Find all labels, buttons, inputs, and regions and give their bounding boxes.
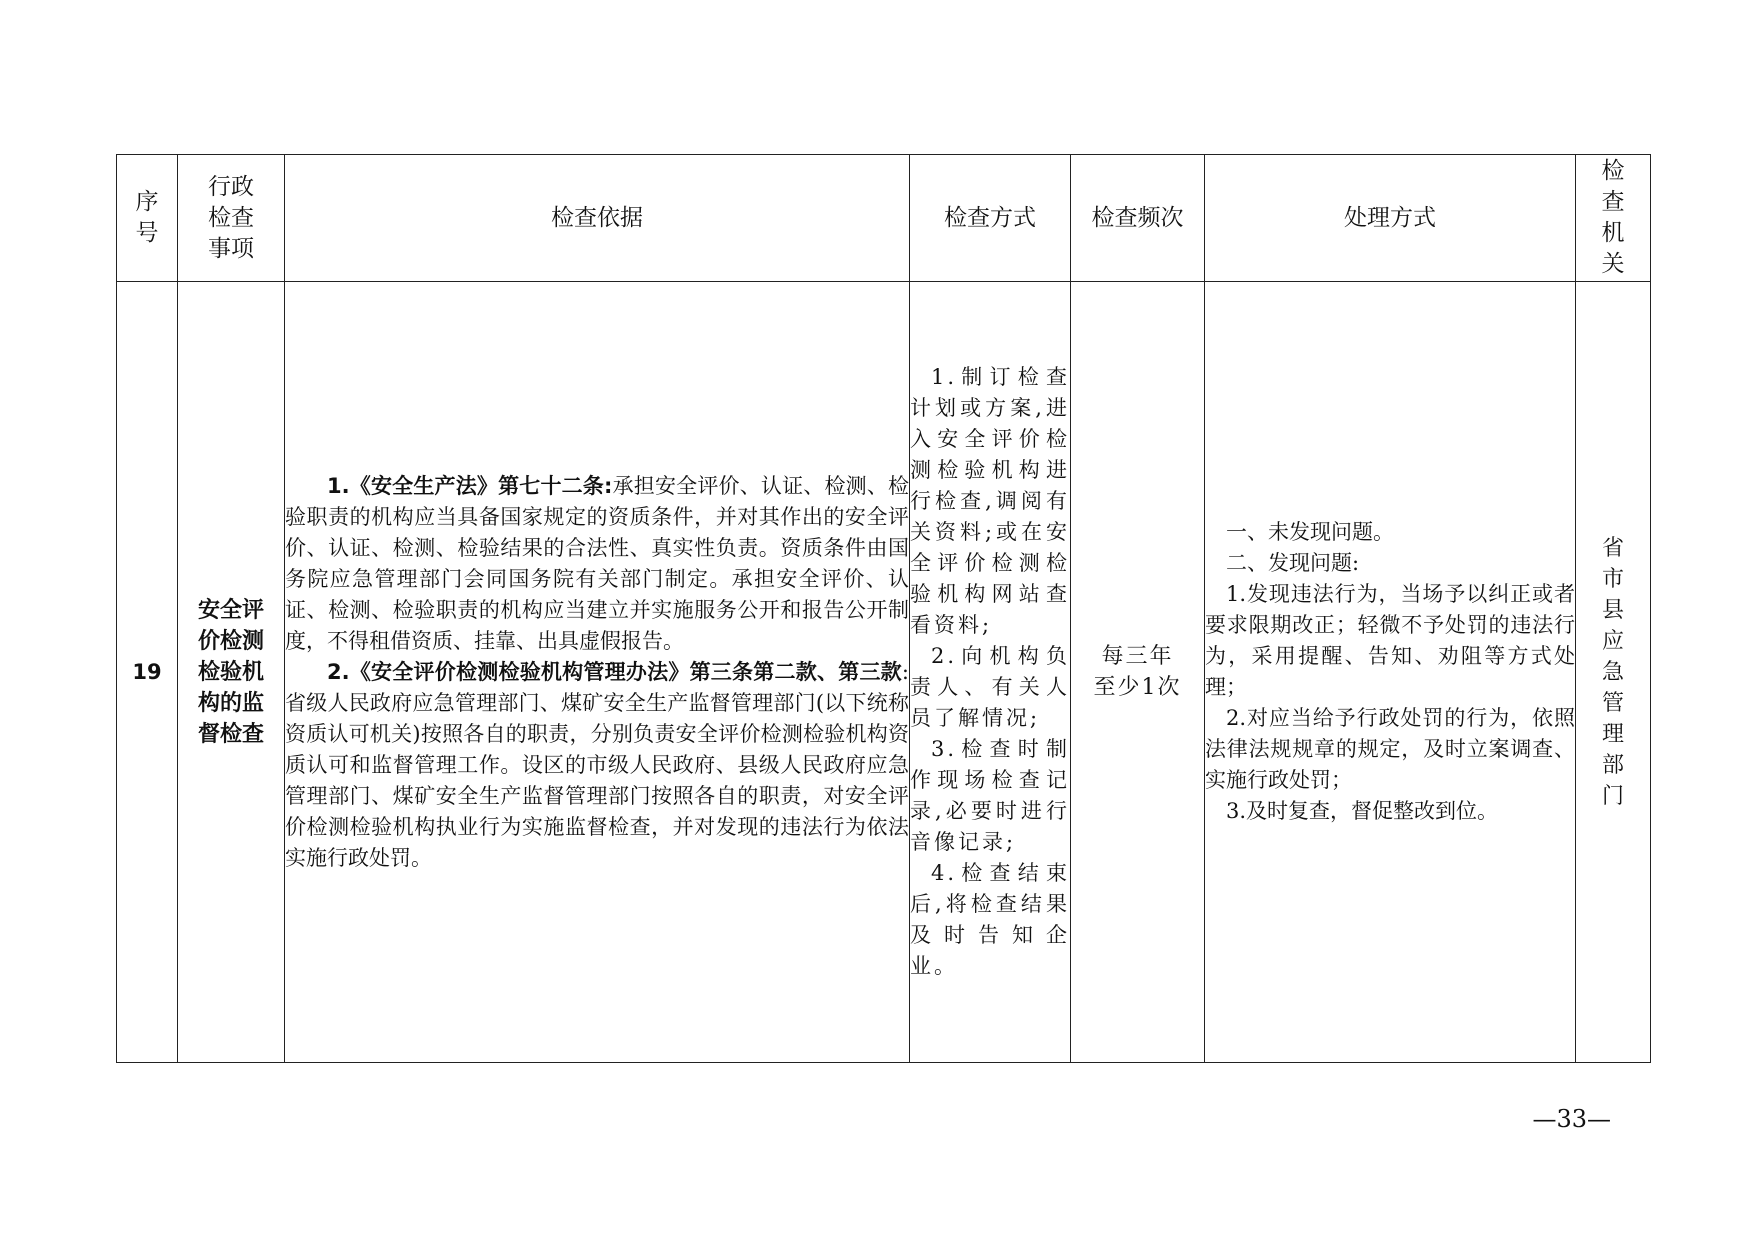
basis-paragraph-2	[285, 657, 909, 874]
row-authority: 省市县应急管理部门	[1576, 282, 1651, 1063]
header-row	[117, 155, 1651, 282]
row-handling	[1205, 282, 1576, 1063]
handling-line: 二、发现问题:	[1226, 551, 1360, 575]
method-step: 2.向机构负责人、有关人员了解情况;	[910, 644, 1070, 730]
header-authority: 检查机关	[1576, 155, 1651, 282]
handling-line: 1.发现违法行为，当场予以纠正或者要求限期改正；轻微不予处罚的违法行为，采用提醒、告知、劝阻等方式处理；	[1205, 582, 1575, 699]
handling-line: 一、未发现问题。	[1226, 520, 1394, 544]
header-basis: 检查依据	[285, 155, 910, 282]
method-step: 3.检查时制作现场检查记录,必要时进行音像记录;	[910, 737, 1070, 854]
header-item: 行政检查事项	[178, 155, 285, 282]
handling-line: 2.对应当给予行政处罚的行为，依照法律法规规章的规定，及时立案调查、实施行政处罚；	[1205, 706, 1575, 792]
basis-paragraph-1	[285, 471, 909, 657]
table-row	[117, 282, 1651, 1063]
row-basis	[285, 282, 910, 1063]
handling-line: 3.及时复查，督促整改到位。	[1226, 799, 1499, 823]
basis-title-1: 1.《安全生产法》第七十二条:	[327, 473, 613, 498]
basis-text-2: : 省级人民政府应急管理部门、煤矿安全生产监督管理部门(以下统称资质认可机关)按照各自的职责，分别负责安全评价检测检验机构资质认可和监督管理工作。设区的市级人民政府、县级人民政府应急管理部门、煤矿安全生产监督管理部门按照各自的职责，对安全评价检测检验机构执业行为实施监督检查，并对发现的违法行为依法实施行政处罚。	[285, 659, 909, 870]
method-step: 1.制订检查计划或方案,进入安全评价检测检验机构进行检查,调阅有关资料;或在安全评价检测检验机构网站查看资料;	[910, 365, 1070, 637]
basis-title-2: 2.《安全评价检测检验机构管理办法》第三条第二款、第三款	[327, 659, 902, 684]
basis-text-1: 承担安全评价、认证、检测、检验职责的机构应当具备国家规定的资质条件，并对其作出的安全评价、认证、检测、检验结果的合法性、真实性负责。资质条件由国务院应急管理部门会同国务院有关部门制定。承担安全评价、认证、检测、检验职责的机构应当建立并实施服务公开和报告公开制度，不得租借资质、挂靠、出具虚假报告。	[285, 473, 909, 653]
row-method	[910, 282, 1071, 1063]
header-frequency: 检查频次	[1071, 155, 1205, 282]
method-step: 4.检查结束后,将检查结果及时告知企业。	[910, 861, 1070, 978]
row-seq: 19	[117, 282, 178, 1063]
header-seq: 序号	[117, 155, 178, 282]
row-frequency: 每三年至少1次	[1071, 282, 1205, 1063]
header-handling: 处理方式	[1205, 155, 1576, 282]
page-number: —33—	[1532, 1105, 1611, 1133]
header-method: 检查方式	[910, 155, 1071, 282]
row-item: 安全评价检测检验机构的监督检查	[178, 282, 285, 1063]
inspection-table	[116, 154, 1651, 1063]
